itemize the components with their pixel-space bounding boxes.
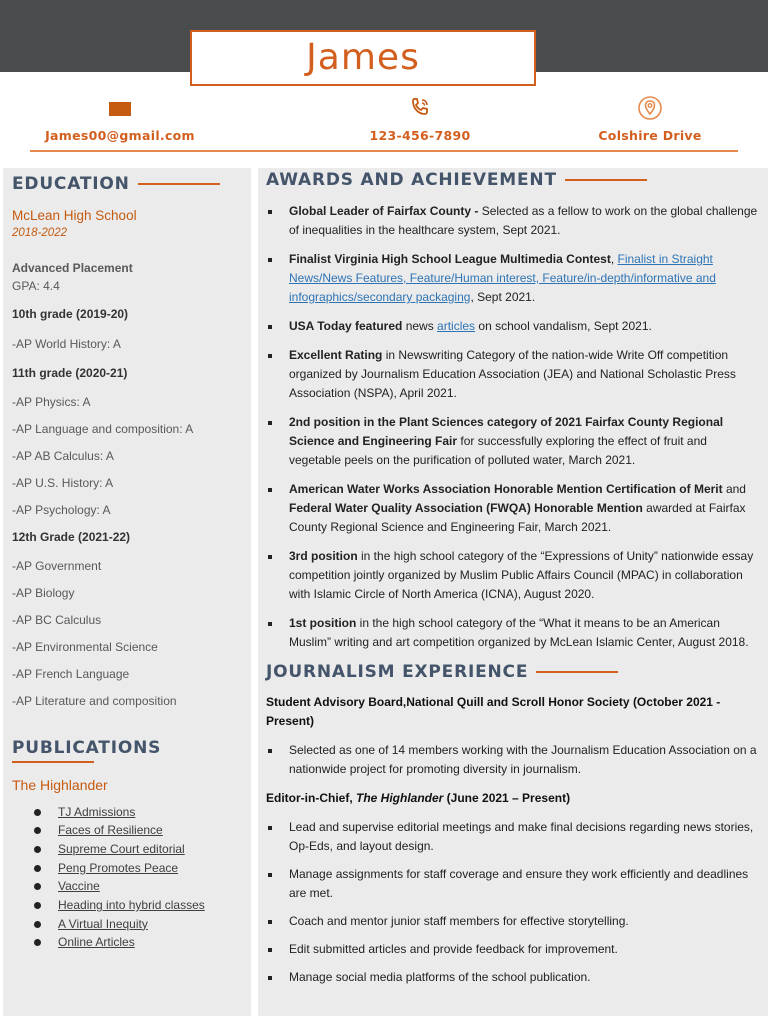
publication-title: The Highlander [12, 776, 108, 793]
bullet-icon [268, 920, 272, 924]
heading-rule [565, 179, 647, 181]
bullet-icon [268, 325, 272, 329]
duty-item: Selected as one of 14 members working with the Journalism Education Association on a nationwide project for promoting diversity in journalism. [266, 741, 760, 779]
heading-rule [138, 183, 220, 185]
bullet-icon [268, 258, 272, 262]
left-column [3, 168, 251, 1016]
publications-heading: PUBLICATIONS [12, 738, 162, 758]
course-item: -AP World History: A [12, 337, 121, 351]
publication-link[interactable]: TJ Admissions [34, 803, 244, 822]
award-item: Global Leader of Fairfax County - Selected as a fellow to work on the global challenge of inequalities in the healthcare system, Sept 2021. [266, 202, 760, 240]
bullet-icon [268, 976, 272, 980]
course-item: -AP Physics: A [12, 395, 91, 409]
journalism-heading: JOURNALISM EXPERIENCE [266, 662, 760, 682]
role-duties [266, 741, 760, 779]
education-heading: EDUCATION [12, 174, 244, 194]
bullet-icon [268, 210, 272, 214]
contact-address [530, 94, 768, 143]
awards-heading: AWARDS AND ACHIEVEMENT [266, 170, 760, 190]
bullet-icon [34, 809, 41, 816]
publication-link[interactable]: Peng Promotes Peace [34, 859, 244, 878]
bullet-icon [268, 354, 272, 358]
contact-divider [30, 150, 738, 152]
course-item: -AP AB Calculus: A [12, 449, 114, 463]
bullet-icon [34, 865, 41, 872]
right-column [258, 168, 768, 1016]
award-item: 1st position in the high school category of the “What it means to be an American Muslim” writing and art competition organized by McLean Islamic Center, August 2018. [266, 614, 760, 652]
awards-list [266, 202, 760, 652]
location-pin-icon [530, 94, 768, 122]
phone-text[interactable]: 123-456-7890 [369, 128, 471, 143]
publication-list [34, 803, 244, 953]
school-years: 2018-2022 [12, 227, 67, 239]
ap-label: Advanced Placement [12, 261, 133, 275]
publication-link[interactable]: Online Articles [34, 933, 244, 952]
award-item: Finalist Virginia High School League Multimedia Contest, Finalist in Straight News/News Features, Feature/Human interest, Feature/in-depth/informative and infographics/secondary packaging, Sept 2021. [266, 250, 760, 307]
role-duties [266, 818, 760, 987]
publication-link[interactable]: Supreme Court editorial [34, 840, 244, 859]
award-item: 3rd position in the high school category of the “Expressions of Unity” nationwide essay competition jointly organized by Muslim Public Affairs Council (MPAC) in collaboration with Islamic Circle of North America (ICNA), August 2020. [266, 547, 760, 604]
bullet-icon [34, 921, 41, 928]
course-item: -AP Government [12, 559, 102, 573]
heading-rule [12, 761, 94, 763]
course-item: -AP Language and composition: A [12, 422, 194, 436]
bullet-icon [34, 939, 41, 946]
duty-item: Edit submitted articles and provide feedback for improvement. [266, 940, 760, 959]
bullet-icon [268, 873, 272, 877]
course-item: -AP Literature and composition [12, 694, 177, 708]
bullet-icon [268, 488, 272, 492]
award-item: Excellent Rating in Newswriting Category of the nation-wide Write Off competition organized by Journalism Education Association (JEA) and National Scholastic Press Association (NSPA), April 2021. [266, 346, 760, 403]
grade-11-heading: 11th grade (2020-21) [12, 366, 128, 380]
bullet-icon [34, 883, 41, 890]
role-heading: Editor-in-Chief, The Highlander (June 2021 – Present) [266, 791, 571, 805]
publications-section [12, 738, 244, 952]
role-heading: Student Advisory Board,National Quill and Scroll Honor Society (October 2021 - Present) [266, 695, 721, 728]
candidate-name: James [306, 37, 420, 78]
publication-link[interactable]: Faces of Resilience [34, 821, 244, 840]
course-item: -AP U.S. History: A [12, 476, 114, 490]
articles-link[interactable]: articles [437, 319, 476, 333]
duty-item: Manage social media platforms of the school publication. [266, 968, 760, 987]
email-text[interactable]: James00@gmail.com [45, 128, 195, 143]
grade-10-heading: 10th grade (2019-20) [12, 307, 129, 321]
publication-link[interactable]: A Virtual Inequity [34, 915, 244, 934]
award-item: 2nd position in the Plant Sciences category of 2021 Fairfax County Regional Science and Engineering Fair for successfully exploring the effect of fruit and vegetable peels on the purification of polluted water, March 2021. [266, 413, 760, 470]
bullet-icon [268, 622, 272, 626]
phone-icon [300, 94, 540, 122]
heading-rule [536, 671, 618, 673]
duty-item: Coach and mentor junior staff members for effective storytelling. [266, 912, 760, 931]
name-box [190, 30, 536, 86]
email-icon [0, 94, 240, 122]
course-item: -AP BC Calculus [12, 613, 102, 627]
bullet-icon [268, 826, 272, 830]
school-name: McLean High School [12, 208, 137, 223]
publication-link[interactable]: Vaccine [34, 877, 244, 896]
bullet-icon [34, 902, 41, 909]
bullet-icon [268, 555, 272, 559]
duty-item: Lead and supervise editorial meetings and make final decisions regarding news stories, Op-Eds, and layout design. [266, 818, 760, 856]
contact-phone [300, 94, 540, 143]
bullet-icon [268, 749, 272, 753]
bullet-icon [268, 421, 272, 425]
grade-12-heading: 12th Grade (2021-22) [12, 530, 131, 544]
course-item: -AP French Language [12, 667, 130, 681]
bullet-icon [34, 827, 41, 834]
address-text: Colshire Drive [598, 128, 702, 143]
bullet-icon [268, 948, 272, 952]
award-link[interactable]: Finalist in Straight News/News Features, Feature/Human interest, Feature/in-depth/informative and infographics/secondary packaging [289, 252, 716, 304]
course-item: -AP Psychology: A [12, 503, 111, 517]
course-item: -AP Biology [12, 586, 75, 600]
duty-item: Manage assignments for staff coverage and ensure they work efficiently and deadlines are met. [266, 865, 760, 903]
course-item: -AP Environmental Science [12, 640, 158, 654]
award-item: USA Today featured news articles on school vandalism, Sept 2021. [266, 317, 760, 336]
award-item: American Water Works Association Honorable Mention Certification of Merit and Federal Water Quality Association (FWQA) Honorable Mention awarded at Fairfax County Regional Science and Engineering Fair, March 2021. [266, 480, 760, 537]
bullet-icon [34, 846, 41, 853]
gpa: GPA: 4.4 [12, 279, 60, 293]
publication-link[interactable]: Heading into hybrid classes [34, 896, 244, 915]
contact-email [0, 94, 240, 143]
